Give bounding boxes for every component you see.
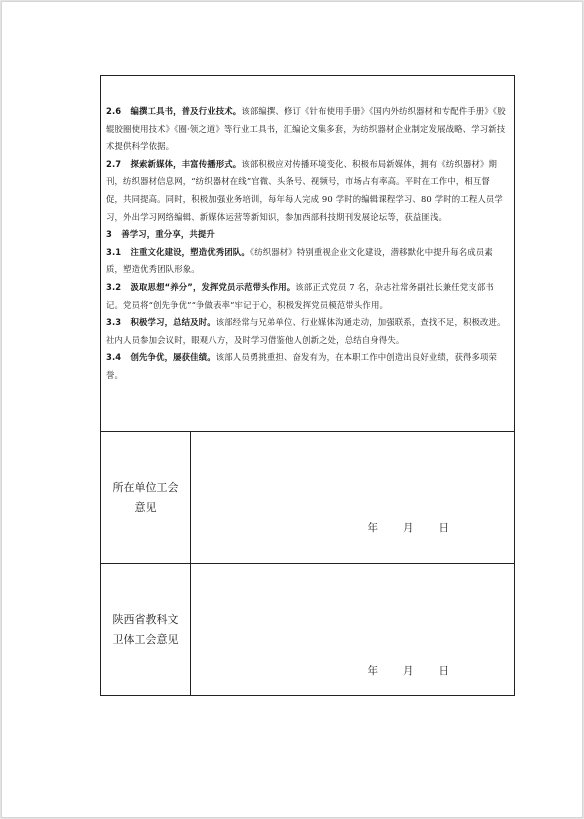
section-number: 3.2 — [106, 281, 122, 292]
month-label: 月 — [403, 665, 415, 677]
section-number: 3.3 — [106, 317, 122, 328]
section-body: 该部人员勇挑重担、奋发有为，在本职工作中创造出良好业绩，获得多项荣誉。 — [106, 352, 498, 380]
section-number: 2.6 — [106, 106, 122, 116]
section-number: 3 — [106, 229, 112, 240]
section-body: 该部积极应对传播环境变化、积极布局新媒体，拥有《纺织器材》期刊，纺织器材信息网，“纺织器材在线”官微、头条号、视频号，市场占有率高。平时在工作中，相互督促，共同提高。同时，积极加强业务培训，每年每人完成 90 学时的编辑课程学习、80 学时的工程人员学习，外出学习网络编辑、新媒体运营等新知识，参加西部科技期刊发展论坛等，获益匪浅。 — [106, 158, 503, 222]
paragraph-3-2 — [106, 279, 506, 314]
section-title: 注重文化建设，塑造优秀团队。 — [130, 246, 250, 257]
paragraph-heading — [106, 247, 250, 257]
section-number: 3.4 — [106, 352, 122, 363]
section-body: 《纺织器材》特别重视企业文化建设，潜移默化中提升每名成员素质，塑造优秀团队形象。 — [106, 246, 493, 275]
content-cell — [101, 76, 514, 432]
unit-union-opinion-label — [101, 432, 191, 563]
paragraph-heading — [106, 317, 216, 327]
section-body: 该部正式党员 7 名，杂志社常务副社长兼任党支部书记。党员将“创先争优”“争做表率”牢记于心，积极发挥党员模范带头作用。 — [106, 281, 494, 310]
section-title: 积极学习，总结及时。 — [130, 317, 216, 328]
paragraph-heading — [106, 159, 241, 169]
section-title: 善学习，重分享，共提升 — [121, 229, 215, 240]
paragraph-3-4 — [106, 349, 506, 384]
document-page — [1, 1, 583, 818]
paragraph-2-7 — [106, 156, 506, 226]
section-body: 该部编撰、修订《针布使用手册》《国内外纺织器材和专配件手册》《胶辊胶圈使用技术》《圈·领之道》等行业工具书，汇编论文集多套，为纺织器材企业制定发展战略、学习新技术提供科学依据。 — [106, 106, 506, 152]
paragraph-heading — [106, 352, 216, 362]
day-label: 日 — [438, 522, 450, 534]
section-number: 2.7 — [106, 158, 122, 169]
section-title: 探索新媒体，丰富传播形式。 — [130, 158, 242, 169]
paragraph-heading — [106, 282, 295, 292]
month-label: 月 — [403, 522, 415, 534]
year-label: 年 — [367, 522, 379, 534]
paragraph-heading — [106, 106, 241, 116]
day-label: 日 — [438, 665, 450, 677]
paragraph-heading — [106, 229, 215, 239]
paragraph-3-1 — [106, 244, 506, 279]
provincial-union-opinion-label — [101, 564, 191, 695]
section-title: 汲取思想“养分”，发挥党员示范带头作用。 — [130, 281, 296, 292]
paragraph-2-6 — [106, 103, 506, 156]
label-line: 陕西省教科文 — [112, 612, 179, 626]
label-line: 所在单位工会 — [112, 480, 179, 494]
date-line — [368, 520, 451, 535]
paragraph-3-3 — [106, 314, 506, 349]
section-title: 创先争优，屡获佳绩。 — [130, 352, 216, 363]
label-line: 意见 — [134, 500, 157, 514]
opinion-form-table — [100, 75, 515, 696]
paragraph-3 — [106, 226, 506, 244]
provincial-union-opinion-row — [101, 564, 514, 695]
section-title: 编撰工具书，普及行业技术。 — [130, 106, 242, 116]
unit-union-opinion-row — [101, 432, 514, 564]
date-line — [368, 663, 451, 678]
label-line: 卫体工会意见 — [112, 632, 179, 646]
year-label: 年 — [367, 665, 379, 677]
section-body: 该部经常与兄弟单位、行业媒体沟通走动，加强联系，查找不足，积极改进。社内人员参加会议时，眼观八方，及时学习借鉴他人创新之处，总结自身得失。 — [106, 317, 506, 345]
section-number: 3.1 — [106, 246, 122, 257]
